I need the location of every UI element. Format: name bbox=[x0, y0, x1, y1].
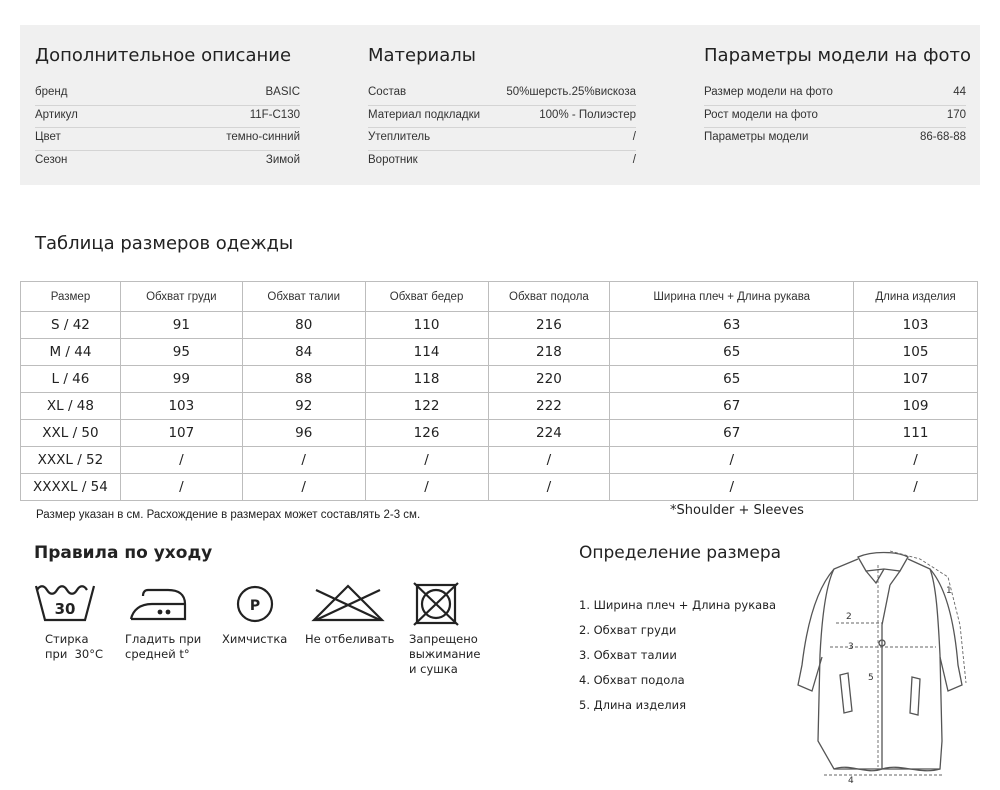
materials-row-key: Воротник bbox=[368, 153, 418, 166]
table-cell: 114 bbox=[365, 339, 488, 366]
description-row bbox=[35, 128, 300, 151]
description-row-key: бренд bbox=[35, 86, 68, 98]
care-label-wash: Стирка при 30°C bbox=[45, 632, 104, 661]
size-table-header-cell: Обхват груди bbox=[120, 282, 242, 312]
description-row-value: BASIC bbox=[265, 86, 300, 98]
table-cell: 107 bbox=[120, 420, 242, 447]
table-cell: 111 bbox=[854, 420, 978, 447]
materials-row bbox=[368, 106, 636, 129]
table-cell: 91 bbox=[120, 312, 242, 339]
table-cell: / bbox=[854, 474, 978, 501]
size-table-header-row bbox=[21, 282, 978, 312]
model-row-value: 44 bbox=[953, 86, 966, 98]
diagram-label-2: 2 bbox=[846, 612, 852, 622]
table-row bbox=[21, 312, 978, 339]
shoulder-note: *Shoulder + Sleeves bbox=[670, 503, 804, 518]
table-cell: S / 42 bbox=[21, 312, 121, 339]
table-cell: 110 bbox=[365, 312, 488, 339]
size-table-header-cell: Длина изделия bbox=[854, 282, 978, 312]
size-definition-title: Определение размера bbox=[579, 543, 782, 563]
materials-row bbox=[368, 151, 636, 174]
care-label-bleach: Не отбеливать bbox=[305, 632, 395, 646]
table-cell: 122 bbox=[365, 393, 488, 420]
table-row bbox=[21, 339, 978, 366]
product-info-panel bbox=[20, 25, 980, 185]
description-rows bbox=[35, 83, 300, 173]
diagram-label-1: 1 bbox=[946, 586, 952, 596]
table-cell: / bbox=[242, 474, 365, 501]
materials-row bbox=[368, 128, 636, 151]
model-rows bbox=[704, 83, 966, 151]
model-row bbox=[704, 83, 966, 106]
size-definition-list bbox=[579, 598, 776, 723]
size-table-header-cell: Ширина плеч + Длина рукава bbox=[610, 282, 854, 312]
description-row-value: 11F-C130 bbox=[249, 108, 300, 121]
materials-row-value: / bbox=[632, 153, 636, 166]
table-cell: / bbox=[120, 474, 242, 501]
size-definition-item: 2. Обхват груди bbox=[579, 623, 677, 637]
table-cell: L / 46 bbox=[21, 366, 121, 393]
size-definition-item: 4. Обхват подола bbox=[579, 673, 685, 687]
table-row bbox=[21, 393, 978, 420]
size-table-header-cell: Обхват бедер bbox=[365, 282, 488, 312]
wash-temp: 30 bbox=[54, 600, 76, 618]
table-cell: 222 bbox=[488, 393, 610, 420]
table-cell: / bbox=[610, 474, 854, 501]
table-cell: 63 bbox=[610, 312, 854, 339]
table-cell: 95 bbox=[120, 339, 242, 366]
table-cell: 118 bbox=[365, 366, 488, 393]
materials-row bbox=[368, 83, 636, 106]
diagram-label-4: 4 bbox=[848, 776, 854, 785]
description-row-key: Артикул bbox=[35, 108, 78, 121]
table-cell: 80 bbox=[242, 312, 365, 339]
description-row-key: Сезон bbox=[35, 153, 68, 166]
table-cell: 220 bbox=[488, 366, 610, 393]
coat-measurement-diagram bbox=[790, 545, 970, 789]
table-cell: / bbox=[610, 447, 854, 474]
table-cell: 92 bbox=[242, 393, 365, 420]
dry-clean-letter: P bbox=[249, 598, 261, 614]
materials-row-key: Состав bbox=[368, 86, 407, 98]
table-cell: 96 bbox=[242, 420, 365, 447]
description-row bbox=[35, 83, 300, 106]
materials-row-value: 50%шерсть.25%вискоза bbox=[506, 86, 636, 98]
table-cell: 103 bbox=[854, 312, 978, 339]
size-table bbox=[20, 281, 978, 501]
materials-rows bbox=[368, 83, 636, 173]
dry-clean-p-icon bbox=[233, 582, 277, 624]
table-cell: / bbox=[488, 447, 610, 474]
model-row bbox=[704, 128, 966, 151]
table-cell: 88 bbox=[242, 366, 365, 393]
materials-row-key: Утеплитель bbox=[368, 131, 431, 143]
table-cell: 109 bbox=[854, 393, 978, 420]
description-row-key: Цвет bbox=[35, 131, 61, 143]
model-row-key: Параметры модели bbox=[704, 131, 809, 143]
description-row-value: Зимой bbox=[265, 153, 300, 166]
description-row bbox=[35, 151, 300, 174]
table-cell: XXL / 50 bbox=[21, 420, 121, 447]
table-cell: 84 bbox=[242, 339, 365, 366]
no-wring-dry-icon bbox=[410, 582, 462, 626]
model-row-key: Рост модели на фото bbox=[704, 108, 818, 121]
size-table-header-cell: Размер bbox=[21, 282, 121, 312]
size-definition-item: 3. Обхват талии bbox=[579, 648, 677, 662]
materials-title: Материалы bbox=[368, 45, 476, 66]
care-label-iron: Гладить при средней t° bbox=[125, 632, 202, 661]
table-cell: / bbox=[854, 447, 978, 474]
size-table-header-cell: Обхват подола bbox=[488, 282, 610, 312]
model-row-value: 86-68-88 bbox=[919, 131, 966, 143]
table-cell: 67 bbox=[610, 393, 854, 420]
table-row bbox=[21, 420, 978, 447]
table-cell: 65 bbox=[610, 366, 854, 393]
table-cell: 99 bbox=[120, 366, 242, 393]
table-row bbox=[21, 447, 978, 474]
table-cell: XL / 48 bbox=[21, 393, 121, 420]
materials-row-value: 100% - Полиэстер bbox=[539, 108, 636, 121]
model-row-value: 170 bbox=[946, 108, 966, 121]
materials-row-value: / bbox=[632, 131, 636, 143]
table-cell: / bbox=[120, 447, 242, 474]
table-cell: 67 bbox=[610, 420, 854, 447]
iron-medium-icon bbox=[128, 582, 190, 624]
size-note: Размер указан в см. Расхождение в размерах может составлять 2-3 см. bbox=[36, 509, 421, 521]
table-row bbox=[21, 474, 978, 501]
materials-row-key: Материал подкладки bbox=[368, 108, 481, 121]
size-definition-item: 5. Длина изделия bbox=[579, 698, 687, 712]
table-cell: / bbox=[488, 474, 610, 501]
table-cell: XXXL / 52 bbox=[21, 447, 121, 474]
table-cell: 65 bbox=[610, 339, 854, 366]
table-cell: 218 bbox=[488, 339, 610, 366]
care-label-wring: Запрещено выжимание и сушка bbox=[409, 632, 481, 676]
wash-30-icon bbox=[34, 582, 96, 624]
table-cell: 105 bbox=[854, 339, 978, 366]
table-cell: 126 bbox=[365, 420, 488, 447]
table-cell: 216 bbox=[488, 312, 610, 339]
table-cell: 103 bbox=[120, 393, 242, 420]
table-cell: / bbox=[365, 474, 488, 501]
size-table-header-cell: Обхват талии bbox=[242, 282, 365, 312]
model-row-key: Размер модели на фото bbox=[704, 86, 833, 98]
table-cell: 224 bbox=[488, 420, 610, 447]
diagram-label-5: 5 bbox=[868, 673, 874, 683]
size-definition-item: 1. Ширина плеч + Длина рукава bbox=[579, 598, 777, 612]
table-cell: 107 bbox=[854, 366, 978, 393]
table-cell: XXXXL / 54 bbox=[21, 474, 121, 501]
size-table-title: Таблица размеров одежды bbox=[35, 233, 294, 254]
diagram-label-3: 3 bbox=[848, 642, 854, 652]
table-cell: / bbox=[365, 447, 488, 474]
description-row-value: темно-синний bbox=[226, 131, 300, 143]
table-cell: M / 44 bbox=[21, 339, 121, 366]
table-row bbox=[21, 366, 978, 393]
care-label-dryclean: Химчистка bbox=[222, 632, 288, 646]
model-row bbox=[704, 106, 966, 129]
description-title: Дополнительное описание bbox=[35, 45, 292, 66]
no-bleach-icon bbox=[310, 582, 386, 624]
model-title: Параметры модели на фото bbox=[704, 45, 971, 66]
description-row bbox=[35, 106, 300, 129]
table-cell: / bbox=[242, 447, 365, 474]
care-title: Правила по уходу bbox=[34, 543, 213, 563]
